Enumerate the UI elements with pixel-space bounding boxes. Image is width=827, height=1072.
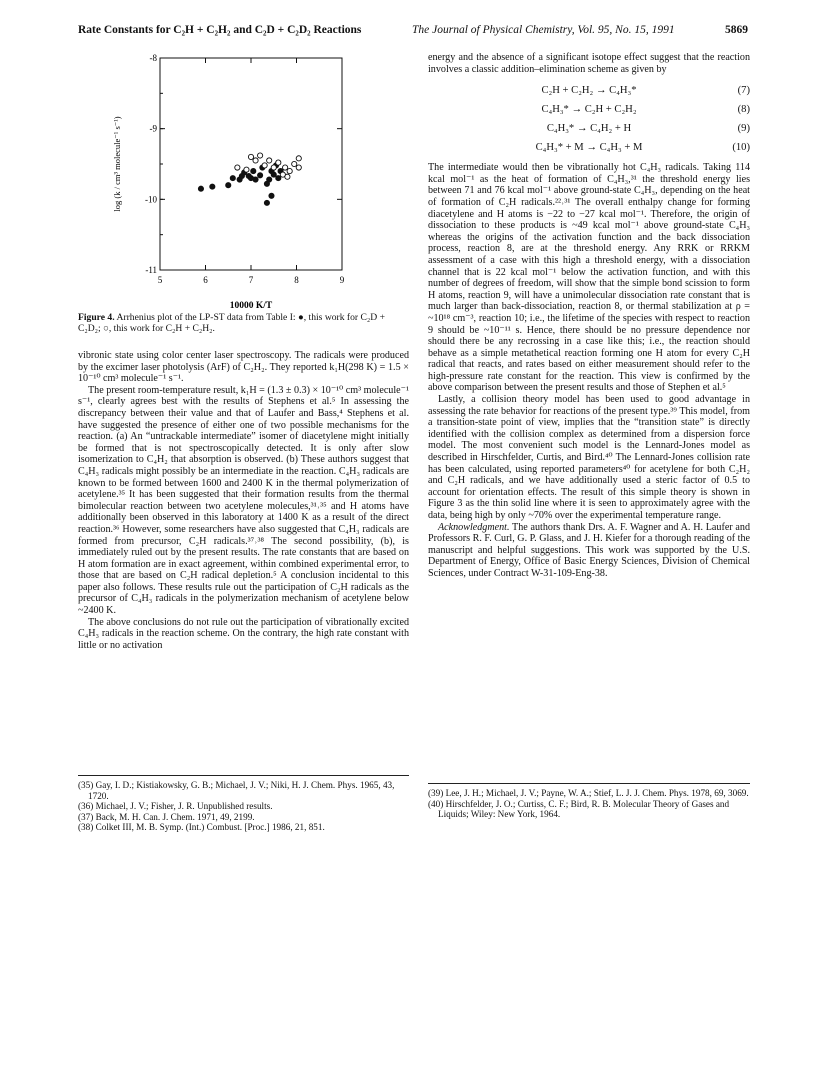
left-references (78, 780, 409, 833)
x-tick-label: 9 (339, 275, 345, 285)
caption-text: Arrhenius plot of the LP-ST data from Table I: ●, this work for C₂D + C₂D₂; ○, this work for C₂H + C₂H₂. (78, 312, 385, 334)
data-point-filled (239, 173, 244, 178)
right-column (428, 52, 750, 580)
x-tick-label: 7 (248, 275, 254, 285)
reference-40: (40) Hirschfelder, J. O.; Curtiss, C. F.; Bird, R. B. Molecular Theory of Gases and Liquids; Wiley: New York, 1964. (428, 798, 730, 820)
footnote-rule-left (78, 775, 409, 776)
plot-frame (160, 58, 342, 270)
data-point-open (283, 165, 288, 170)
data-point-open (287, 168, 292, 173)
right-paragraph-0: energy and the absence of a significant isotope effect suggest that the reaction involves a classic addition–elimination scheme as given by (428, 52, 750, 75)
reference-38: (38) Colket III, M. B. Symp. (Int.) Combust. [Proc.] 1986, 21, 851. (78, 822, 325, 833)
caption-label: Figure 4. (78, 312, 115, 323)
acknowledgment-label: Acknowledgment. (438, 521, 510, 533)
data-point-open (235, 165, 240, 170)
y-tick-label: -8 (149, 53, 157, 63)
data-point-filled (210, 184, 215, 189)
data-point-filled (226, 183, 231, 188)
page-number: 5869 (725, 24, 748, 36)
reference-36: (36) Michael, J. V.; Fisher, J. R. Unpublished results. (78, 801, 273, 812)
right-paragraph-1: The intermediate would then be vibrationally hot C₄H₃ radicals. Taking 114 kcal mol⁻¹ as the heat of formation of C₄H₃,³¹ the threshold energy lies between 71 and 76 kcal mol⁻¹ above ground-state C₄H₃, depending on the heat of formation of C₂H radicals.²²˒³¹ The overall enthalpy change for forming diacetylene and H atoms is −22 to −27 kcal mol⁻¹. Therefore, the origin of dissociation to these products is ~49 kcal mol⁻¹ above ground-state C₄H₃ whereas the origins of the activation function and the back dissociation process, reaction 8, are at the threshold energy. Any RRK or RRKM assessment of a case with this high a threshold energy, with a dissociation channel that is 22 kcal mol⁻¹ below the activation function, and with this number of degrees of freedom, will show that the simple bond scission to form H atoms, reaction 9, will have a unimolecular dissociation rate constant that is much larger than back-dissociation, reaction 8, or thermal stabilization at ρ = ~10¹⁸ cm⁻³, reaction 10; i.e., the lifetime of the species with respect to reaction 9 should be ~10⁻¹¹ s. Hence, there should be no pressure dependence nor should there be any recrossing in a case like this; i.e., the reaction should behave as a simple metathetical reaction forming one H atom for every C₂H radical that reacts, and rates based on either measurement should refer to the high-pressure rate constant for the reaction. This view is confirmed by the above comparison between the present results and those of Stephen et al.⁵ (428, 162, 750, 394)
right-references (428, 788, 750, 820)
data-point-open (276, 160, 281, 165)
figure-4-chart (100, 50, 370, 310)
data-point-filled (248, 176, 253, 181)
data-point-filled (276, 176, 281, 181)
data-point-open (253, 158, 258, 163)
left-paragraph-1: vibronic state using color center laser spectroscopy. The radicals were produced by the excimer laser photolysis (ArF) of C₂H₂. They reported k₁H(298 K) = 1.5 × 10⁻¹⁰ cm³ molecule⁻¹ s⁻¹. (78, 350, 409, 385)
data-point-open (296, 165, 301, 170)
data-point-filled (230, 176, 235, 181)
data-point-open (296, 156, 301, 161)
data-point-filled (267, 177, 272, 182)
equation-9: C₄H₃* → C₄H₂ + H (9) (546, 122, 750, 134)
left-paragraph-2: The present room-temperature result, k₁H = (1.3 ± 0.3) × 10⁻¹⁰ cm³ molecule⁻¹ s⁻¹, clearly agrees best with the results of Stephens et al.⁵ In assessing the discrepancy between their value and that of Laufer and Bass,⁴ Stephens et al. have suggested the presence of either one of two possible mechanisms for the reaction. (a) An “untrackable intermediate” isomer of diacetylene might initially be formed that is not spectroscopically detected. It is only after slow isomerization to C₄H₂ that absorption is observed. (b) These authors suggest that C₄H₃ radicals might possibly be an intermediate in the reaction. C₄H₃ radicals are known to be formed between 1600 and 2400 K in the thermal polymerization of acetylene.³⁵ It has been suggested that their formation results from the thermal bimolecular reaction between two acetylene molecules,³¹˒³⁵ and H atoms have additionally been observed in this laboratory at 1400 K as a result of the direct reaction.³⁶ However, some researchers have also suggested that C₄H₃ radicals are formed from precursor, C₂H radicals.³⁷˒³⁸ The second possibility, (b), is immediately ruled out by the present results. The rate constants that are based on H atom formation are in exact agreement, within combined experimental error, to those that are based on C₂H radical depletion.⁵ A conclusion incidental to this paper also follows. These results rule out the participation of C₂H radicals as the precursor of C₄H₃ radicals in the polymerization mechanism of acetylene below ~2400 K. (78, 384, 409, 617)
running-header-journal: The Journal of Physical Chemistry, Vol. 95, No. 15, 1991 (412, 24, 675, 36)
reference-39: (39) Lee, J. H.; Michael, J. V.; Payne, W. A.; Stief, L. J. J. Chem. Phys. 1978, 69, 3069. (428, 788, 749, 798)
data-point-open (258, 153, 263, 158)
data-point-filled (264, 200, 269, 205)
y-axis-label: log (k / cm³ molecule⁻¹ s⁻¹) (112, 116, 122, 212)
left-column (78, 350, 409, 651)
data-point-filled (258, 173, 263, 178)
data-point-open (271, 165, 276, 170)
y-tick-label: -10 (145, 194, 157, 205)
right-paragraph-2: Lastly, a collision theory model has been used to good advantage in assessing the rate behavior for reactions of the present type.³⁹ This model, from a transition-state point of view, implies that the “transition state” is directly identified with the collision complex as determined from a dispersion force model. The most convenient such model is the Lennard-Jones model as described in Hirschfelder, Curtis, and Bird.⁴⁰ The Lennard-Jones collision rate has been calculated, using reported parameters⁴⁰ for acetylene for both C₂H₂ and C₂H radicals, and we have additionally used a steric factor of 0.5 to account for orientation effects. The result of this simple theory is shown in Figure 3 as the thin solid line where it is seen to approximately agree with the data, being high by only ~70% over the experimental temperature range. (428, 394, 750, 521)
data-point-open (267, 158, 272, 163)
y-tick-label: -11 (145, 265, 157, 275)
data-point-filled (271, 172, 276, 177)
acknowledgment-text: The authors thank Drs. A. F. Wagner and A. H. Laufer and Professors R. F. Curl, G. P. Glass, and J. H. Kiefer for a thorough reading of the manuscript and helpful suggestions. This work was supported by the U.S. Department of Energy, Office of Basic Energy Sciences, Division of Chemical Sciences, under Contract W-31-109-Eng-38. (428, 521, 750, 579)
figure-caption (78, 312, 408, 334)
data-point-open (262, 163, 267, 168)
x-tick-label: 6 (203, 275, 208, 285)
equation-7: C₂H + C₂H₂ → C₄H₃* (7) (541, 84, 750, 96)
data-point-open (292, 161, 297, 166)
data-point-open (285, 174, 290, 179)
left-paragraph-3: The above conclusions do not rule out the participation of vibrationally excited C₄H₃ radicals in the reaction scheme. On the contrary, the high rate constant with little or no activation (78, 616, 409, 651)
footnote-rule-right (428, 783, 750, 784)
data-point-filled (269, 193, 274, 198)
x-axis-label: 10000 K/T (229, 301, 273, 310)
reference-37: (37) Back, M. H. Can. J. Chem. 1971, 49, 2199. (78, 811, 255, 822)
running-header-left: Rate Constants for C₂H + C₂H₂ and C₂D + C₂D₂ Reactions (78, 24, 362, 36)
data-point-open (248, 154, 253, 159)
data-point-open (244, 167, 249, 172)
reference-35: (35) Gay, I. D.; Kistiakowsky, G. B.; Michael, J. V.; Niki, H. J. Chem. Phys. 1965, 43, 1720. (78, 780, 395, 801)
data-point-filled (251, 168, 256, 173)
data-point-filled (198, 186, 203, 191)
y-tick-label: -9 (149, 123, 157, 134)
x-tick-label: 8 (294, 275, 299, 285)
equation-8: C₄H₃* → C₂H + C₂H₂ (8) (541, 103, 750, 115)
x-tick-label: 5 (157, 275, 163, 285)
equation-10: C₄H₃* + M → C₄H₃ + M (10) (535, 141, 750, 153)
acknowledgment (428, 522, 750, 580)
